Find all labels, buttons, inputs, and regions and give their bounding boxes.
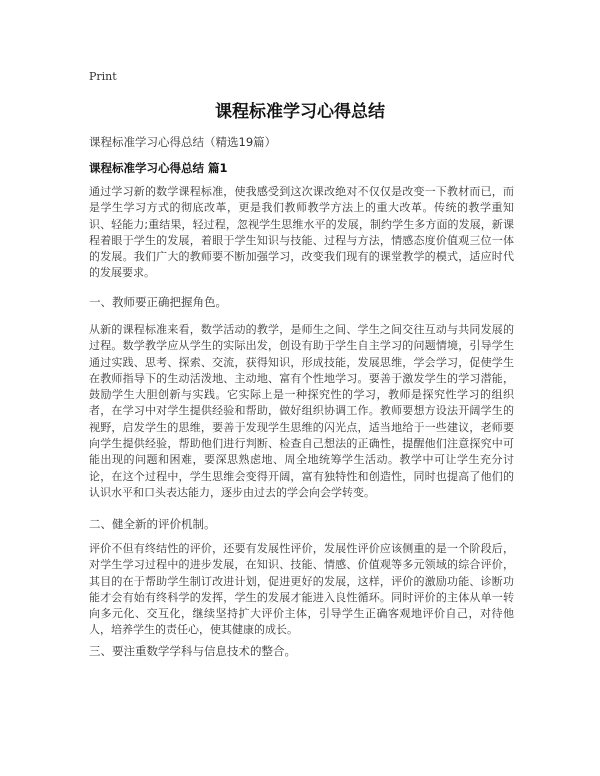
print-link[interactable]: Print	[89, 70, 117, 83]
section-heading-1: 一、教师要正确把握角色。	[89, 295, 227, 309]
paragraph-intro: 通过学习新的数学课程标准，使我感受到这次课改绝对不仅仅是改变一下教材而已，而是学生学习方式的彻底改革，更是我们教师教学方法上的重大改革。传统的教学重知识、轻能力;重结果，轻过程，忽视学生思维水平的发展，制约学生多方面的发展，新课程着眼于学生的发展，着眼于学生知识与技能、过程与方法，情感态度价值观三位一体的发展。我们广大的教师要不断加强学习，改变我们现有的课堂教学的模式，适应时代的发展要求。	[89, 185, 514, 280]
section-heading-2: 二、健全新的评价机制。	[89, 517, 216, 531]
page-title: 课程标准学习心得总结	[215, 102, 385, 122]
document-subtitle: 课程标准学习心得总结（精选19篇）	[89, 135, 277, 149]
paragraph-section-2: 评价不但有终结性的评价，还要有发展性评价，发展性评价应该侧重的是一个阶段后，对学生学习过程中的进步发展，在知识、技能、情感、价值观等多元领域的综合评价，其目的在于帮助学生制订改进计划，促进更好的发展，这样，评价的激励功能、诊断功能才会有始有终科学的发挥，学生的发展才能进入良性循环。同时评价的主体从单一转向多元化、交互化，继续坚持扩大评价主体，引导学生正确客观地评价自己，对待他人，培养学生的责任心，使其健康的成长。	[89, 542, 514, 637]
article-heading: 课程标准学习心得总结 篇1	[89, 161, 228, 175]
paragraph-section-1: 从新的课程标准来看，数学活动的教学，是师生之间、学生之间交往互动与共同发展的过程。数学教学应从学生的实际出发，创设有助于学生自主学习的问题情境，引导学生通过实践、思考、探索、交流，获得知识，形成技能，发展思维，学会学习，促使学生在教师指导下的生动活泼地、主动地、富有个性地学习。要善于激发学生的学习潜能，鼓励学生大胆创新与实践。它实际上是一种探究性的学习，教师是探究性学习的组织者，在学习中对学生提供经验和帮助，做好组织协调工作。教师要想方设法开阔学生的视野，启发学生的思维，要善于发现学生思维的闪光点，适当地给于一些建议，老师要向学生提供经验，帮助他们进行判断、检查自己想法的正确性，提醒他们注意探究中可能出现的问题和困难，要深思熟虑地、周全地统筹学生活动。教学中可让学生充分讨论，在这个过程中，学生思维会变得开阔，富有独特性和创造性，同时也提高了他们的认识水平和口头表达能力，逐步由过去的学会向会学转变。	[89, 323, 514, 499]
section-heading-3: 三、要注重数学学科与信息技术的整合。	[89, 644, 296, 658]
